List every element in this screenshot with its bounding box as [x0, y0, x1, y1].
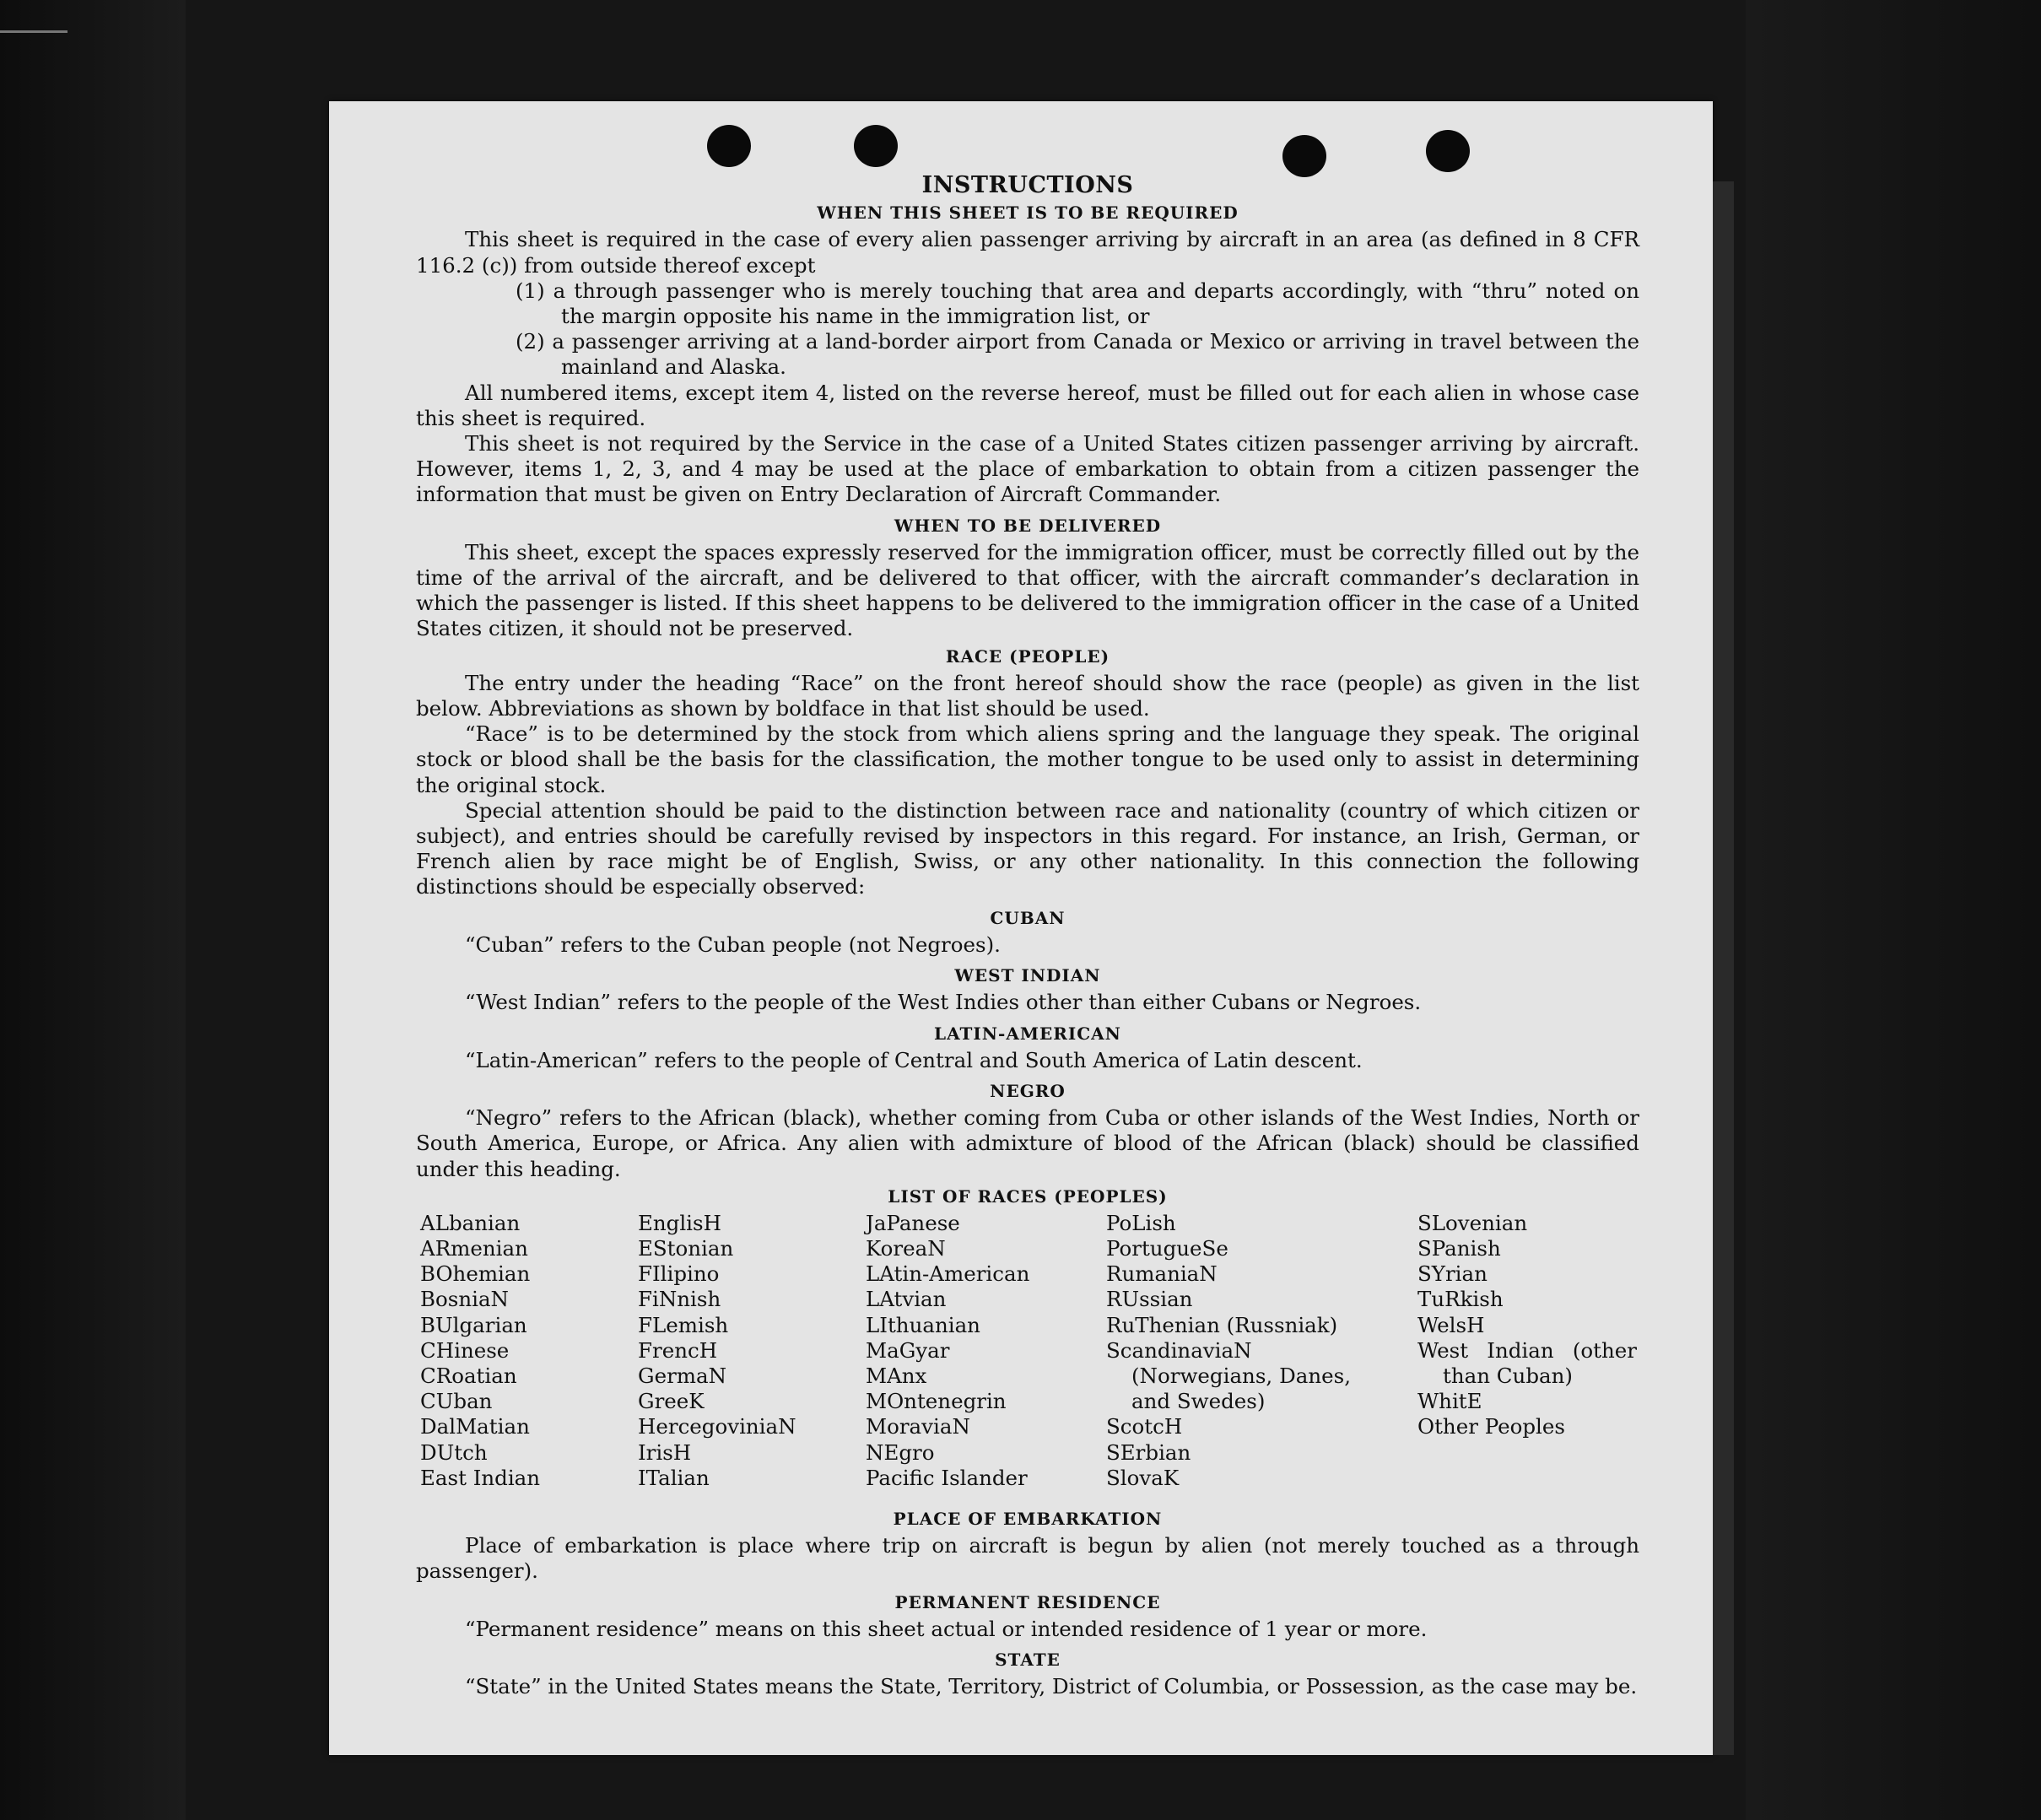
- section-heading: WHEN TO BE DELIVERED: [894, 515, 1162, 536]
- paragraph: “Race” is to be determined by the stock from which aliens spring and the language they speak. The original stock or blood shall be the basis for the classification, the mother tongue to be used only to assist in determining the original stock.: [416, 721, 1639, 797]
- race-item: Other Peoples: [1417, 1414, 1565, 1439]
- paragraph: “Negro” refers to the African (black), whether coming from Cuba or other islands of the West Indies, North or South America, Europe, or Africa. Any alien with admixture of blood of the African (black) should be classified under this heading.: [416, 1105, 1639, 1181]
- punch-hole-1: [707, 125, 751, 167]
- race-column-4: [1106, 1211, 1351, 1491]
- race-item: West Indian (other than Cuban): [1417, 1337, 1637, 1389]
- race-column-3: [866, 1211, 1029, 1491]
- race-item: EnglisH: [638, 1210, 721, 1235]
- race-item: LAtin-American: [866, 1261, 1030, 1287]
- section-heading: PLACE OF EMBARKATION: [893, 1508, 1163, 1529]
- paragraph: Special attention should be paid to the distinction between race and nationality (country of which citizen or subject), and entries should be carefully revised by inspectors in this regard. For instance, an Irish, German, or French alien by race might be of English, Swiss, or any other nationality. In this connection the following distinctions should be especially observed:: [416, 797, 1639, 899]
- race-item: JaPanese: [866, 1210, 960, 1235]
- race-item: TuRkish: [1417, 1287, 1504, 1312]
- race-item: WelsH: [1417, 1312, 1485, 1337]
- race-item: PoLish: [1106, 1210, 1176, 1235]
- paragraph: Place of embarkation is place where trip on aircraft is begun by alien (not merely touched as a through passenger).: [416, 1533, 1639, 1584]
- race-item: IrisH: [638, 1439, 692, 1465]
- scan-mark: [0, 30, 67, 33]
- paragraph: This sheet is required in the case of every alien passenger arriving by aircraft in an area (as defined in 8 CFR 116.2 (c)) from outside thereof except: [416, 227, 1639, 278]
- section-heading: WEST INDIAN: [954, 965, 1101, 986]
- race-item: WhitE: [1417, 1389, 1482, 1414]
- race-item: FiNnish: [638, 1287, 721, 1312]
- race-item: CRoatian: [420, 1364, 517, 1389]
- paragraph: “Permanent residence” means on this sheet actual or intended residence of 1 year or more.: [465, 1616, 1428, 1641]
- race-item: RuThenian (Russniak): [1106, 1312, 1338, 1337]
- race-item: LAtvian: [866, 1287, 947, 1312]
- section-heading: CUBAN: [990, 907, 1066, 928]
- race-item: DUtch: [420, 1439, 488, 1465]
- race-item: SlovaK: [1106, 1465, 1180, 1490]
- race-item: RumaniaN: [1106, 1261, 1218, 1287]
- section-heading: STATE: [995, 1649, 1061, 1670]
- section-heading: RACE (PEOPLE): [945, 645, 1110, 667]
- race-item: East Indian: [420, 1465, 541, 1490]
- race-item: SLovenian: [1417, 1210, 1528, 1235]
- paragraph: The entry under the heading “Race” on the front hereof should show the race (people) as given in the list below. Abbreviations as shown by boldface in that list should be used.: [416, 670, 1639, 721]
- numbered-item: (2) a passenger arriving at a land-border airport from Canada or Mexico or arriving in travel between the mainland and Alaska.: [516, 329, 1639, 380]
- race-item: MAnx: [866, 1364, 927, 1389]
- race-item: PortugueSe: [1106, 1236, 1228, 1261]
- race-item: FrencH: [638, 1337, 718, 1363]
- section-heading: LIST OF RACES (PEOPLES): [888, 1185, 1168, 1207]
- section-heading: LATIN-AMERICAN: [934, 1023, 1121, 1044]
- race-item: BosniaN: [420, 1287, 509, 1312]
- paragraph: “West Indian” refers to the people of the West Indies other than either Cubans or Negroes.: [465, 990, 1422, 1015]
- race-item: SYrian: [1417, 1261, 1488, 1287]
- race-column-2: [638, 1211, 796, 1491]
- punch-hole-4: [1426, 130, 1470, 172]
- race-item: GreeK: [638, 1389, 705, 1414]
- instruction-sheet: [329, 101, 1713, 1755]
- numbered-item: (1) a through passenger who is merely touching that area and departs accordingly, with “thru” noted on the margin opposite his name in the immigration list, or: [516, 278, 1639, 329]
- race-item: NEgro: [866, 1439, 935, 1465]
- page-title: INSTRUCTIONS: [921, 172, 1134, 198]
- punch-hole-3: [1282, 135, 1326, 177]
- race-item: BUlgarian: [420, 1312, 527, 1337]
- paragraph: All numbered items, except item 4, listed on the reverse hereof, must be filled out for each alien in whose case this sheet is required.: [416, 380, 1639, 430]
- race-item: CHinese: [420, 1337, 510, 1363]
- punch-hole-2: [854, 125, 898, 167]
- paragraph: “Cuban” refers to the Cuban people (not Negroes).: [465, 932, 1001, 957]
- paragraph: “Latin-American” refers to the people of Central and South America of Latin descent.: [465, 1047, 1363, 1072]
- race-item: MaGyar: [866, 1337, 950, 1363]
- section-heading: WHEN THIS SHEET IS TO BE REQUIRED: [817, 203, 1239, 224]
- race-column-5: [1417, 1211, 1637, 1440]
- race-item: ScotcH: [1106, 1414, 1183, 1439]
- paragraph: “State” in the United States means the State, Territory, District of Columbia, or Possession, as the case may be.: [465, 1674, 1638, 1699]
- race-item: LIthuanian: [866, 1312, 980, 1337]
- race-item: ScandinaviaN (Norwegians, Danes, and Swedes): [1106, 1337, 1351, 1414]
- race-item: Pacific Islander: [866, 1465, 1028, 1490]
- race-item: FIlipino: [638, 1261, 720, 1287]
- race-item: ARmenian: [420, 1236, 528, 1261]
- race-item: DalMatian: [420, 1414, 530, 1439]
- scan-background-right: [1746, 0, 2041, 1820]
- race-item: MOntenegrin: [866, 1389, 1007, 1414]
- race-item: SPanish: [1417, 1236, 1501, 1261]
- instructions-text: [416, 173, 1639, 1699]
- race-item: MoraviaN: [866, 1414, 970, 1439]
- sheet-edge-shadow: [1713, 181, 1734, 1755]
- paragraph: This sheet is not required by the Service in the case of a United States citizen passenger arriving by aircraft. However, items 1, 2, 3, and 4 may be used at the place of embarkation to obtain from a citizen passenger the information that must be given on Entry Declaration of Aircraft Commander.: [416, 431, 1639, 507]
- race-column-1: [420, 1211, 540, 1491]
- race-item: KoreaN: [866, 1236, 946, 1261]
- race-item: BOhemian: [420, 1261, 531, 1287]
- race-item: ITalian: [638, 1465, 710, 1490]
- race-item: RUssian: [1106, 1287, 1193, 1312]
- race-item: SErbian: [1106, 1439, 1191, 1465]
- race-item: FLemish: [638, 1312, 729, 1337]
- section-heading: PERMANENT RESIDENCE: [894, 1591, 1161, 1612]
- paragraph: This sheet, except the spaces expressly reserved for the immigration officer, must be correctly filled out by the time of the arrival of the aircraft, and be delivered to that officer, with the aircraft commander’s declaration in which the passenger is listed. If this sheet happens to be delivered to the immigration officer in the case of a United States citizen, it should not be preserved.: [416, 539, 1639, 641]
- race-item: HercegoviniaN: [638, 1414, 796, 1439]
- race-item: EStonian: [638, 1236, 734, 1261]
- section-heading: NEGRO: [990, 1080, 1066, 1101]
- race-list: [416, 1211, 1639, 1523]
- scan-background-left: [0, 0, 186, 1820]
- race-item: GermaN: [638, 1364, 727, 1389]
- race-item: ALbanian: [420, 1210, 521, 1235]
- race-item: CUban: [420, 1389, 493, 1414]
